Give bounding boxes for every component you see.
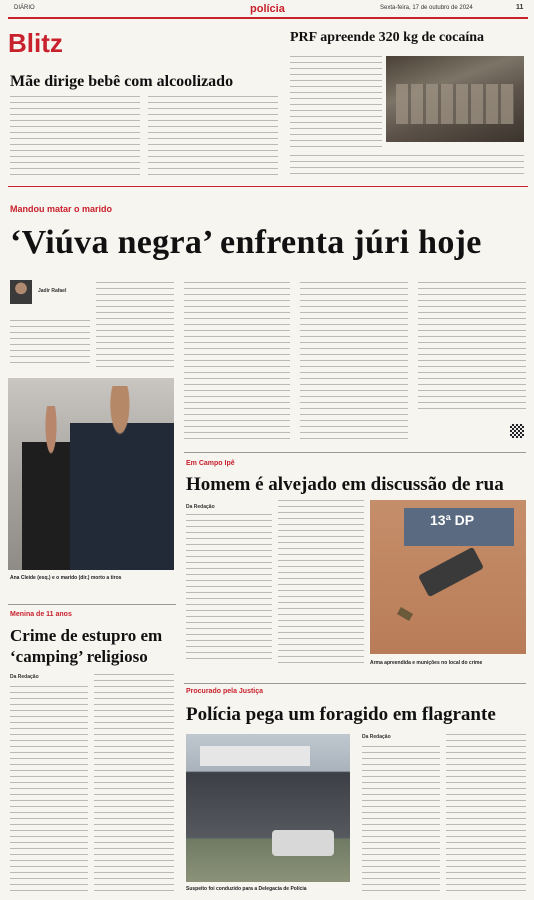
- dp-sign-text: 13ª DP: [430, 512, 475, 528]
- bullets: [397, 607, 413, 621]
- fugitive-headline: Polícia pega um foragido em flagrante: [186, 704, 496, 725]
- blitz-story1-headline: Mãe dirige bebê com alcoolizado: [10, 73, 234, 90]
- rape-headline-2: ‘camping’ religioso: [10, 647, 148, 666]
- blitz-story2-footer: [290, 155, 524, 175]
- shooting-byline: Da Redação: [186, 504, 215, 510]
- couple-photo: [8, 378, 174, 570]
- blitz-story1-body-col1: [10, 96, 140, 176]
- shooting-kicker: Em Campo Ipê: [186, 460, 235, 467]
- main-headline: ‘Viúva negra’ enfrenta júri hoje: [10, 224, 482, 261]
- weapon-photo-caption: Arma apreendida e munições no local do crime: [370, 660, 483, 666]
- divider-1: [8, 186, 528, 187]
- rape-byline: Da Redação: [10, 674, 39, 680]
- man-figure: [70, 386, 174, 570]
- blitz-story2-headline: PRF apreende 320 kg de cocaína: [290, 30, 485, 45]
- blitz-story2-body: [290, 56, 382, 152]
- drugs-photo: [386, 56, 524, 142]
- divider-3: [8, 604, 176, 605]
- author-avatar: [10, 280, 32, 304]
- drug-packages: [396, 84, 514, 124]
- blitz-story1-body-col2: [148, 96, 278, 176]
- divider-2: [184, 452, 526, 453]
- rape-kicker: Menina de 11 anos: [10, 611, 72, 618]
- masthead-left: DIÁRIO: [14, 5, 35, 11]
- rape-col2: [94, 674, 174, 892]
- police-station-caption: Suspeito foi conduzido para a Delegacia de Polícia: [186, 886, 307, 892]
- main-intro: [10, 320, 90, 368]
- station-sign: [200, 746, 310, 766]
- fugitive-byline: Da Redação: [362, 734, 391, 740]
- main-col1: [96, 282, 174, 372]
- page-number: 11: [516, 4, 524, 11]
- author-name: Jadir Rafael: [38, 288, 67, 294]
- section-label: polícia: [250, 3, 285, 15]
- fugitive-kicker: Procurado pela Justiça: [186, 688, 264, 695]
- masthead-rule: [8, 17, 528, 19]
- main-kicker: Mandou matar o marido: [10, 204, 113, 214]
- main-col2: [184, 282, 290, 442]
- date-line: Sexta-feira, 17 de outubro de 2024: [380, 5, 473, 11]
- shooting-headline: Homem é alvejado em discussão de rua: [186, 474, 504, 495]
- blitz-title: Blitz: [8, 28, 63, 58]
- masthead: [0, 0, 534, 18]
- fugitive-col1: [362, 746, 440, 892]
- weapon-photo: [370, 500, 526, 654]
- rape-headline-1: Crime de estupro em: [10, 626, 163, 645]
- police-car: [272, 830, 334, 856]
- rape-col1: [10, 686, 88, 892]
- main-col4: [418, 282, 526, 410]
- shooting-col1: [186, 514, 272, 664]
- police-station-photo: [186, 734, 350, 882]
- divider-4: [184, 683, 526, 684]
- fugitive-col2: [446, 734, 526, 892]
- qr-code-icon: [510, 424, 524, 438]
- gun: [418, 547, 484, 597]
- shooting-col2: [278, 500, 364, 664]
- couple-photo-caption: Ana Cleide (esq.) e o marido (dir.) morto a tiros: [10, 575, 122, 581]
- main-col3: [300, 282, 408, 442]
